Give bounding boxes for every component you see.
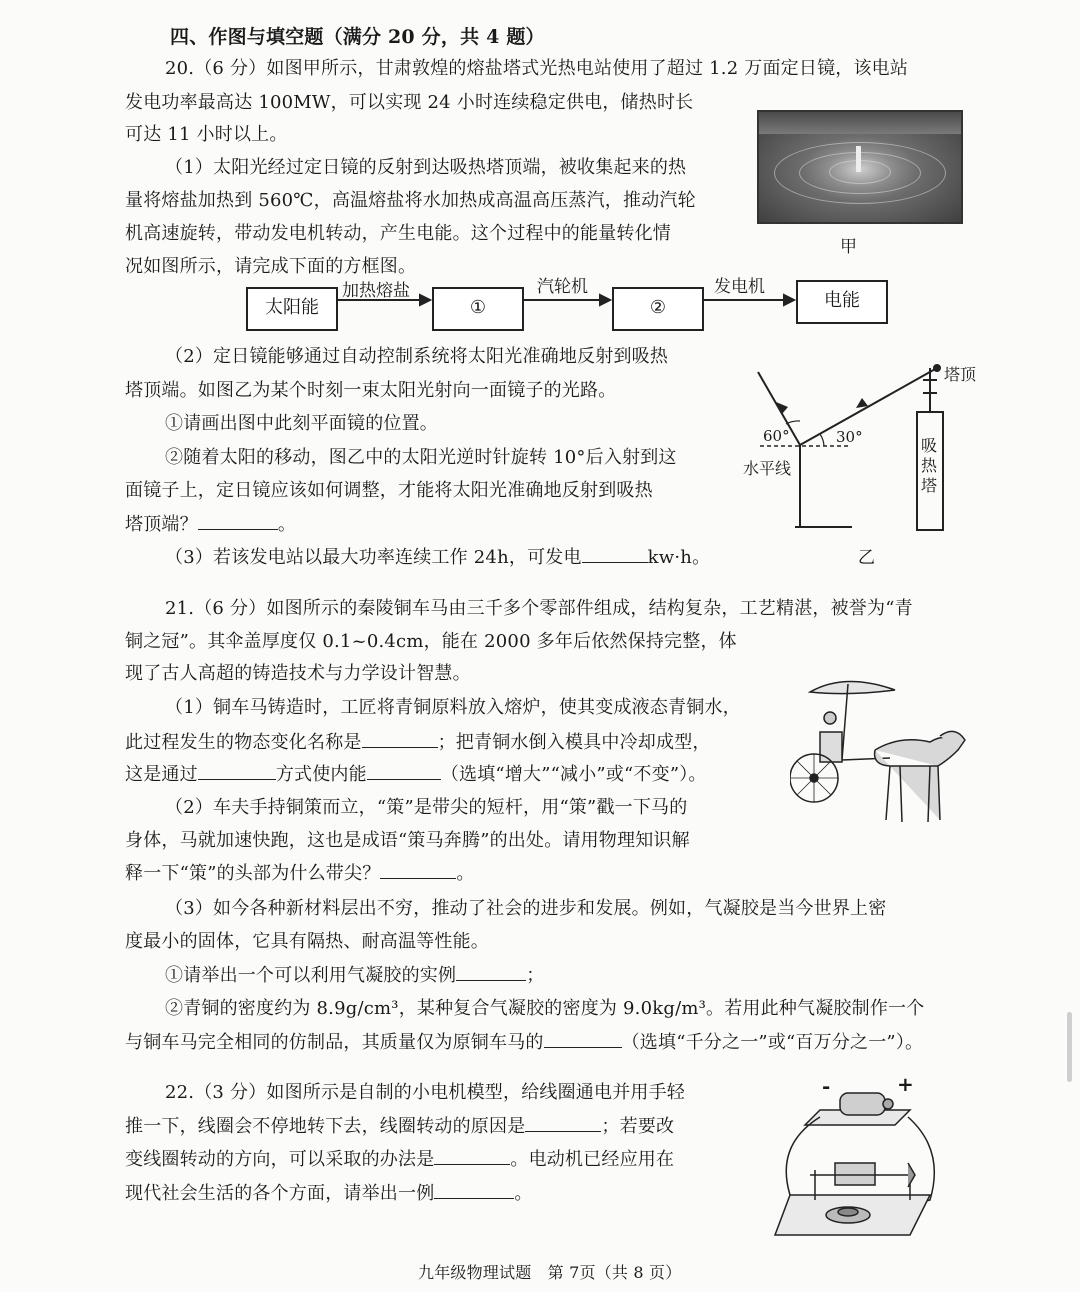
answer-blank-sharp-tip[interactable] xyxy=(380,862,456,879)
q20-line1: 20.（6 分）如图甲所示，甘肃敦煌的熔盐塔式光热电站使用了超过 1.2 万面定日镜，该电站 xyxy=(165,58,909,79)
answer-blank-motor-example[interactable] xyxy=(434,1182,514,1199)
minus-terminal-label: - xyxy=(822,1074,831,1098)
answer-blank-method[interactable] xyxy=(198,763,276,780)
q22-line2-end: ；若要改 xyxy=(601,1116,675,1137)
q21-p3-sub1-end: ； xyxy=(526,965,545,986)
q20-p2-sub2-line3-text: 塔顶端？ xyxy=(125,514,198,535)
angle-30-label: 30° xyxy=(836,428,863,446)
q20-p2-sub2-line2: 面镜子上，定日镜应该如何调整，才能将太阳光准确地反射到吸热 xyxy=(125,480,653,501)
q22-line3-text: 变线圈转动的方向，可以采取的办法是 xyxy=(125,1149,435,1170)
q21-line1: 21.（6 分）如图所示的秦陵铜车马由三千多个零部件组成，结构复杂，工艺精湛，被誉为“青 xyxy=(165,598,913,619)
horizontal-line-label: 水平线 xyxy=(743,459,792,478)
q20-p2-sub1: ①请画出图中此刻平面镜的位置。 xyxy=(165,413,438,434)
page-footer: 九年级物理试题 第 7页（共 8 页） xyxy=(418,1263,682,1282)
q21-p3-sub2-line2-end: （选填“千分之一”或“百万分之一”）。 xyxy=(621,1032,924,1053)
q21-p1-line3-text: 这是通过 xyxy=(125,764,198,785)
flow-box-1: ① xyxy=(432,287,524,331)
answer-blank-phase-change[interactable] xyxy=(362,731,438,748)
tower-label: 吸热塔 xyxy=(921,436,938,495)
q20-p1-line2: 量将熔盐加热到 560℃，高温熔盐将水加热成高温高压蒸汽，推动汽轮 xyxy=(125,190,696,211)
q20-line2: 发电功率最高达 100MW，可以实现 24 小时连续稳定供电，储热时长 xyxy=(125,92,694,113)
q20-p3-text: （3）若该发电站以最大功率连续工作 24h，可发电 xyxy=(165,547,582,568)
flow-box-electric: 电能 xyxy=(796,280,888,324)
q21-p1-line2-end: ；把青铜水倒入模具中冷却成型， xyxy=(437,732,711,753)
flow-arrow2-label: 汽轮机 xyxy=(537,277,588,297)
angle-60-label: 60° xyxy=(763,427,790,445)
answer-blank-change-direction[interactable] xyxy=(434,1148,510,1165)
flow-box-2: ② xyxy=(612,287,704,331)
q20-p1-line4: 况如图所示，请完成下面的方框图。 xyxy=(125,256,417,277)
q22-line3-end: 。电动机已经应用在 xyxy=(510,1149,675,1170)
bronze-chariot-illustration xyxy=(790,670,970,840)
q21-p3-sub2-line2 xyxy=(125,1031,923,1054)
q22-line4-text: 现代社会生活的各个方面，请举出一例 xyxy=(125,1183,435,1204)
q21-p2-line3-end: 。 xyxy=(456,863,475,884)
q21-p3-sub1-text: ①请举出一个可以利用气凝胶的实例 xyxy=(165,965,457,986)
q20-p1-line3: 机高速旋转，带动发电机转动，产生电能。这个过程中的能量转化情 xyxy=(125,223,671,244)
q21-line2: 铜之冠”。其伞盖厚度仅 0.1~0.4cm，能在 2000 多年后依然保持完整，体 xyxy=(125,631,737,652)
q22-line4 xyxy=(125,1182,533,1205)
q21-p3-sub1 xyxy=(165,964,544,987)
q20-p2-line1: （2）定日镜能够通过自动控制系统将太阳光准确地反射到吸热 xyxy=(165,346,669,367)
section-title: 四、作图与填空题（满分 20 分，共 4 题） xyxy=(170,26,545,48)
answer-blank-aerogel-use[interactable] xyxy=(456,964,526,981)
q21-p3-line2: 度最小的固体，它具有隔热、耐高温等性能。 xyxy=(125,931,489,952)
q21-p1-line3-mid: 方式使内能 xyxy=(275,764,367,785)
q21-p2-line3-text: 释一下“策”的头部为什么带尖？ xyxy=(125,863,381,884)
q22-line3 xyxy=(125,1148,674,1171)
answer-blank-rotation-reason[interactable] xyxy=(525,1115,601,1132)
q21-line3: 现了古人高超的铸造技术与力学设计智慧。 xyxy=(125,663,471,684)
q21-p1-line2-text: 此过程发生的物态变化名称是 xyxy=(125,732,362,753)
q22-line2 xyxy=(125,1115,674,1138)
q20-p1-line1: （1）太阳光经过定日镜的反射到达吸热塔顶端，被收集起来的热 xyxy=(165,157,687,178)
q21-p3-line1: （3）如今各种新材料层出不穷，推动了社会的进步和发展。例如，气凝胶是当今世界上密 xyxy=(165,898,887,919)
fig-jia-label: 甲 xyxy=(840,237,857,257)
answer-blank-mass-ratio[interactable] xyxy=(544,1031,622,1048)
q20-p2-sub2-line1: ②随着太阳的移动，图乙中的太阳光逆时针旋转 10°后入射到这 xyxy=(165,447,677,468)
q20-p2-line2: 塔顶端。如图乙为某个时刻一束太阳光射向一面镜子的光路。 xyxy=(125,380,617,401)
q21-p1-line3-end: （选填“增大”“减小”或“不变”）。 xyxy=(440,764,707,785)
q22-line4-end: 。 xyxy=(514,1183,533,1204)
q22-line1: 22.（3 分）如图所示是自制的小电机模型，给线圈通电并用手轻 xyxy=(165,1082,685,1103)
flow-arrow1-label: 加热熔盐 xyxy=(342,281,410,301)
tower-top-label: 塔顶 xyxy=(944,365,977,384)
answer-blank-internal-energy[interactable] xyxy=(367,763,441,780)
q21-p1-line1: （1）铜车马铸造时，工匠将青铜原料放入熔炉，使其变成液态青铜水， xyxy=(165,697,741,718)
q21-p3-sub2-line2-text: 与铜车马完全相同的仿制品，其质量仅为原铜车马的 xyxy=(125,1032,544,1053)
fig-yi-label: 乙 xyxy=(858,548,875,568)
q21-p1-line3 xyxy=(125,763,707,786)
q21-p3-sub2-line1: ②青铜的密度约为 8.9g/cm³，某种复合气凝胶的密度为 9.0kg/m³。若用此种气凝胶制作一个 xyxy=(165,998,925,1019)
q21-p1-line2 xyxy=(125,731,711,754)
q21-p2-line3 xyxy=(125,862,475,885)
q21-p2-line2: 身体，马就加速快跑，这也是成语“策马奔腾”的出处。请用物理知识解 xyxy=(125,830,690,851)
flow-arrow3-label: 发电机 xyxy=(714,277,765,297)
plus-terminal-label: + xyxy=(897,1072,914,1096)
q22-line2-text: 推一下，线圈会不停地转下去，线圈转动的原因是 xyxy=(125,1116,526,1137)
q20-p3-unit: kw·h。 xyxy=(647,547,711,568)
q20-line3: 可达 11 小时以上。 xyxy=(125,124,288,145)
flow-box-solar: 太阳能 xyxy=(246,287,338,331)
q21-p2-line1: （2）车夫手持铜策而立，“策”是带尖的短杆，用“策”戳一下马的 xyxy=(165,797,688,818)
scrollbar-thumb[interactable] xyxy=(1067,1012,1072,1082)
q20-p2-sub2-line3-end: 。 xyxy=(277,514,297,535)
motor-model-illustration xyxy=(770,1075,960,1245)
